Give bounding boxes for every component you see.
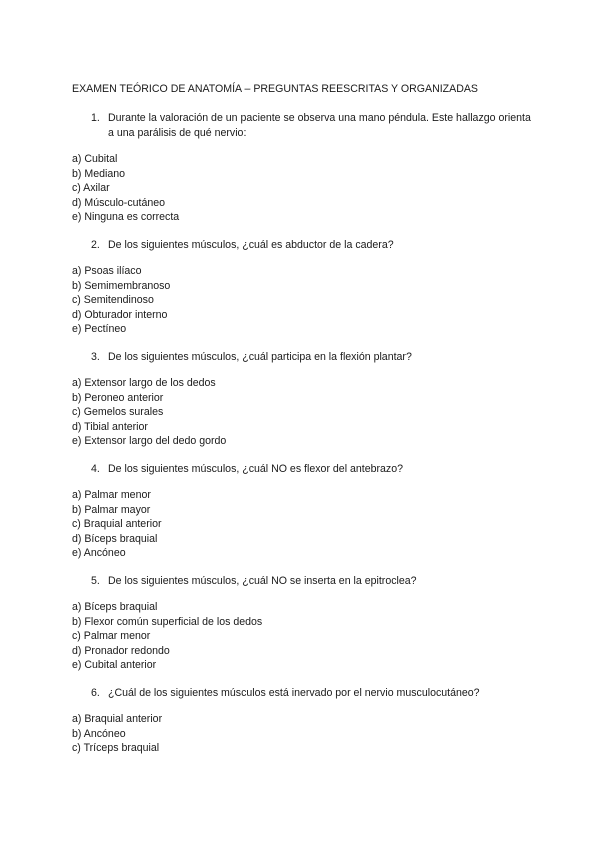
option: d) Obturador interno bbox=[72, 308, 168, 321]
option: a) Extensor largo de los dedos bbox=[72, 377, 216, 389]
question-number: 4. bbox=[91, 463, 100, 475]
option: b) Ancóneo bbox=[72, 727, 126, 740]
option: e) Extensor largo del dedo gordo bbox=[72, 435, 227, 448]
question-2 bbox=[91, 238, 531, 253]
question-text: De los siguientes músculos, ¿cuál es abductor de la cadera? bbox=[108, 239, 394, 251]
option: e) Cubital anterior bbox=[72, 659, 157, 672]
options-4 bbox=[72, 488, 162, 561]
option: c) Palmar menor bbox=[72, 630, 151, 643]
option: c) Braquial anterior bbox=[72, 518, 162, 531]
question-number: 3. bbox=[91, 351, 100, 363]
question-text: ¿Cuál de los siguientes músculos está inervado por el nervio musculocutáneo? bbox=[108, 687, 480, 699]
option: d) Pronador redondo bbox=[72, 644, 170, 657]
question-3 bbox=[91, 350, 531, 365]
option: c) Axilar bbox=[72, 182, 110, 195]
option: e) Ancóneo bbox=[72, 547, 126, 560]
question-1 bbox=[91, 111, 531, 140]
question-text: De los siguientes músculos, ¿cuál NO es flexor del antebrazo? bbox=[108, 463, 404, 475]
question-6 bbox=[91, 686, 531, 701]
option: c) Semitendinoso bbox=[72, 294, 154, 307]
question-text: De los siguientes músculos, ¿cuál NO se inserta en la epitroclea? bbox=[108, 575, 417, 587]
option: a) Psoas ilíaco bbox=[72, 265, 142, 277]
options-2 bbox=[72, 264, 170, 337]
options-6 bbox=[72, 712, 162, 756]
question-number: 1. bbox=[91, 112, 100, 124]
option: c) Tríceps braquial bbox=[72, 742, 160, 755]
options-1 bbox=[72, 152, 179, 225]
question-text: Durante la valoración de un paciente se observa una mano péndula. Este hallazgo orienta a una parálisis de qué nervio: bbox=[108, 112, 531, 139]
option: a) Palmar menor bbox=[72, 489, 151, 501]
option: e) Ninguna es correcta bbox=[72, 211, 180, 224]
option: b) Peroneo anterior bbox=[72, 391, 164, 404]
question-number: 2. bbox=[91, 239, 100, 251]
option: d) Tibial anterior bbox=[72, 420, 148, 433]
question-5 bbox=[91, 574, 531, 589]
option: d) Músculo-cutáneo bbox=[72, 196, 166, 209]
option: a) Bíceps braquial bbox=[72, 601, 158, 613]
option: b) Mediano bbox=[72, 167, 125, 180]
question-number: 5. bbox=[91, 575, 100, 587]
option: a) Cubital bbox=[72, 153, 118, 165]
option: d) Bíceps braquial bbox=[72, 532, 158, 545]
options-3 bbox=[72, 376, 226, 449]
options-5 bbox=[72, 600, 262, 673]
option: b) Palmar mayor bbox=[72, 503, 151, 516]
option: c) Gemelos surales bbox=[72, 406, 164, 419]
option: b) Semimembranoso bbox=[72, 279, 171, 292]
option: a) Braquial anterior bbox=[72, 713, 163, 725]
question-text: De los siguientes músculos, ¿cuál participa en la flexión plantar? bbox=[108, 351, 412, 363]
exam-title: EXAMEN TEÓRICO DE ANATOMÍA – PREGUNTAS REESCRITAS Y ORGANIZADAS bbox=[72, 83, 478, 95]
option: e) Pectíneo bbox=[72, 323, 127, 336]
question-number: 6. bbox=[91, 687, 100, 699]
option: b) Flexor común superficial de los dedos bbox=[72, 615, 263, 628]
question-4 bbox=[91, 462, 531, 477]
